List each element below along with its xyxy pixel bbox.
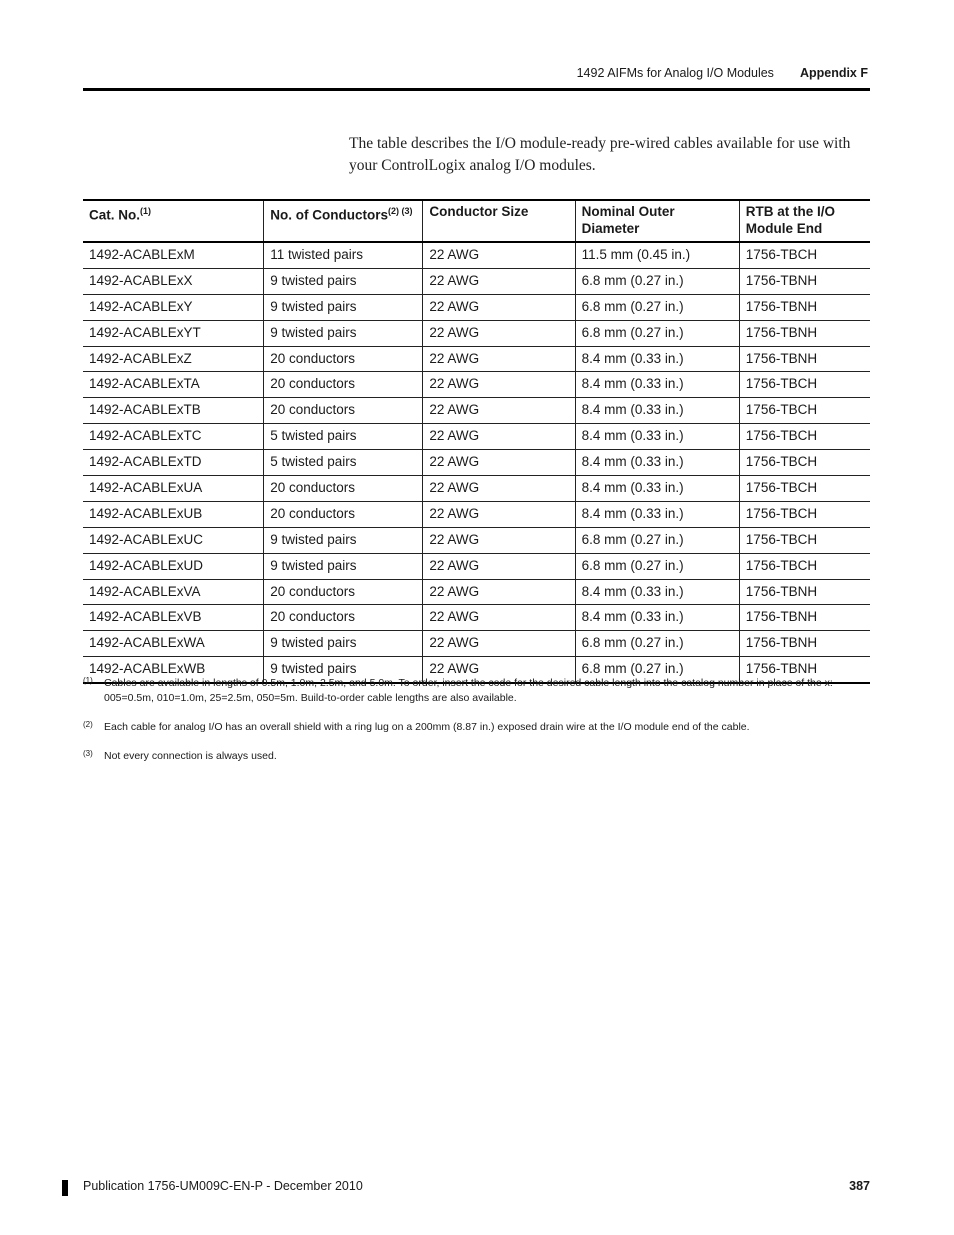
cell-rtb: 1756-TBCH — [739, 398, 870, 424]
cell-conductor-size: 22 AWG — [423, 631, 575, 657]
cell-cat-no: 1492-ACABLExYT — [83, 320, 264, 346]
cell-rtb: 1756-TBNH — [739, 579, 870, 605]
table-header-row — [83, 200, 870, 242]
footnote-mark: (1) — [83, 676, 93, 685]
cell-conductors: 5 twisted pairs — [264, 424, 423, 450]
cell-rtb: 1756-TBNH — [739, 294, 870, 320]
cell-conductor-size: 22 AWG — [423, 476, 575, 502]
header-cat-no: Cat. No.$^{(1)}$ — [83, 200, 264, 242]
cell-rtb: 1756-TBNH — [739, 268, 870, 294]
footnote-mark: (3) — [83, 749, 93, 758]
header-conductor-size: Conductor Size — [423, 200, 575, 242]
cell-conductors: 20 conductors — [264, 398, 423, 424]
cable-table — [83, 199, 870, 684]
cell-conductor-size: 22 AWG — [423, 527, 575, 553]
cell-conductors: 9 twisted pairs — [264, 527, 423, 553]
cell-conductors: 9 twisted pairs — [264, 320, 423, 346]
cell-conductors: 9 twisted pairs — [264, 294, 423, 320]
cell-conductor-size: 22 AWG — [423, 398, 575, 424]
cell-rtb: 1756-TBCH — [739, 501, 870, 527]
table-row — [83, 501, 870, 527]
cell-conductor-size: 22 AWG — [423, 294, 575, 320]
cell-rtb: 1756-TBCH — [739, 450, 870, 476]
cell-cat-no: 1492-ACABLExZ — [83, 346, 264, 372]
cell-rtb: 1756-TBCH — [739, 372, 870, 398]
cell-conductors: 20 conductors — [264, 346, 423, 372]
footer-bar — [62, 1180, 68, 1196]
table-row — [83, 268, 870, 294]
cell-rtb: 1756-TBCH — [739, 424, 870, 450]
cell-conductors: 20 conductors — [264, 579, 423, 605]
cell-rtb: 1756-TBNH — [739, 605, 870, 631]
footnote — [83, 719, 870, 735]
cell-diameter: 8.4 mm (0.33 in.) — [575, 346, 739, 372]
page-footer — [62, 1176, 870, 1196]
header-conductors: No. of Conductors$^{(2) (3)}$ — [264, 200, 423, 242]
table-row — [83, 553, 870, 579]
cell-cat-no: 1492-ACABLExTC — [83, 424, 264, 450]
intro-paragraph: The table describes the I/O module-ready pre-wired cables available for use with your ControlLogix analog I/O modules. — [349, 135, 851, 174]
header-rtb: RTB at the I/O Module End — [739, 200, 870, 242]
cell-diameter: 8.4 mm (0.33 in.) — [575, 476, 739, 502]
header-diameter: Nominal Outer Diameter — [575, 200, 739, 242]
cell-conductors: 9 twisted pairs — [264, 631, 423, 657]
cell-conductors: 5 twisted pairs — [264, 450, 423, 476]
chapter-title: 1492 AIFMs for Analog I/O Modules — [576, 66, 774, 80]
cell-cat-no: 1492-ACABLExUC — [83, 527, 264, 553]
cell-conductors: 20 conductors — [264, 476, 423, 502]
table-row — [83, 346, 870, 372]
cell-conductor-size: 22 AWG — [423, 605, 575, 631]
cell-diameter: 6.8 mm (0.27 in.) — [575, 657, 739, 683]
cell-conductors: 9 twisted pairs — [264, 553, 423, 579]
cell-diameter: 11.5 mm (0.45 in.) — [575, 242, 739, 268]
cell-cat-no: 1492-ACABLExTB — [83, 398, 264, 424]
cell-rtb: 1756-TBCH — [739, 527, 870, 553]
footnote-text: Cables are available in lengths of 0.5m, 1.0m, 2.5m, and 5.0m. To order, insert the code for the desired cable length into the catalog number in place of the x: 005=0.5m, 010=1.0m, 25=2.5m, 050=5m. Build-to-order cable lengths are also available. — [104, 677, 833, 704]
cell-conductor-size: 22 AWG — [423, 579, 575, 605]
page-number: 387 — [849, 1179, 870, 1193]
cell-diameter: 8.4 mm (0.33 in.) — [575, 398, 739, 424]
cell-conductor-size: 22 AWG — [423, 242, 575, 268]
cell-conductor-size: 22 AWG — [423, 372, 575, 398]
cell-conductor-size: 22 AWG — [423, 450, 575, 476]
cell-cat-no: 1492-ACABLExX — [83, 268, 264, 294]
cell-conductor-size: 22 AWG — [423, 553, 575, 579]
footnote-ref-1: (1) — [140, 206, 152, 216]
header-rule — [83, 88, 870, 91]
cell-diameter: 6.8 mm (0.27 in.) — [575, 553, 739, 579]
cell-conductor-size: 22 AWG — [423, 320, 575, 346]
table-row — [83, 579, 870, 605]
footnote-ref-2-3: (2) (3) — [387, 206, 413, 216]
cell-conductor-size: 22 AWG — [423, 501, 575, 527]
footnotes — [83, 675, 870, 777]
publication-number: Publication 1756-UM009C-EN-P - December 2010 — [83, 1179, 363, 1193]
footnote-text: Not every connection is always used. — [104, 750, 277, 762]
cell-cat-no: 1492-ACABLExVA — [83, 579, 264, 605]
appendix-label: Appendix F — [799, 66, 868, 80]
cell-conductor-size: 22 AWG — [423, 346, 575, 372]
table-row — [83, 476, 870, 502]
cell-diameter: 6.8 mm (0.27 in.) — [575, 268, 739, 294]
cell-rtb: 1756-TBNH — [739, 631, 870, 657]
cell-diameter: 6.8 mm (0.27 in.) — [575, 320, 739, 346]
table-row — [83, 320, 870, 346]
cell-diameter: 8.4 mm (0.33 in.) — [575, 372, 739, 398]
cell-rtb: 1756-TBCH — [739, 553, 870, 579]
cell-diameter: 8.4 mm (0.33 in.) — [575, 424, 739, 450]
cell-cat-no: 1492-ACABLExUA — [83, 476, 264, 502]
cell-cat-no: 1492-ACABLExUB — [83, 501, 264, 527]
cell-cat-no: 1492-ACABLExTD — [83, 450, 264, 476]
cell-rtb: 1756-TBCH — [739, 242, 870, 268]
table-row — [83, 527, 870, 553]
table-row — [83, 631, 870, 657]
cell-diameter: 8.4 mm (0.33 in.) — [575, 605, 739, 631]
table-row — [83, 605, 870, 631]
page-header — [577, 66, 868, 80]
table-row — [83, 372, 870, 398]
cell-cat-no: 1492-ACABLExY — [83, 294, 264, 320]
cell-conductors: 20 conductors — [264, 501, 423, 527]
cell-cat-no: 1492-ACABLExUD — [83, 553, 264, 579]
table-row — [83, 424, 870, 450]
cell-rtb: 1756-TBNH — [739, 320, 870, 346]
cell-rtb: 1756-TBCH — [739, 476, 870, 502]
cell-diameter: 8.4 mm (0.33 in.) — [575, 501, 739, 527]
cell-rtb: 1756-TBNH — [739, 346, 870, 372]
table-row — [83, 398, 870, 424]
cell-cat-no: 1492-ACABLExM — [83, 242, 264, 268]
cell-diameter: 6.8 mm (0.27 in.) — [575, 294, 739, 320]
cell-conductor-size: 22 AWG — [423, 268, 575, 294]
footnote — [83, 675, 870, 706]
cell-conductors: 20 conductors — [264, 372, 423, 398]
cell-cat-no: 1492-ACABLExVB — [83, 605, 264, 631]
cell-conductors: 9 twisted pairs — [264, 657, 423, 683]
cell-conductors: 11 twisted pairs — [264, 242, 423, 268]
cell-conductors: 20 conductors — [264, 605, 423, 631]
footnote-text: Each cable for analog I/O has an overall shield with a ring lug on a 200mm (8.87 in.) exposed drain wire at the I/O module end of the cable. — [104, 721, 750, 733]
cell-diameter: 8.4 mm (0.33 in.) — [575, 579, 739, 605]
cell-rtb: 1756-TBNH — [739, 657, 870, 683]
cell-cat-no: 1492-ACABLExWB — [83, 657, 264, 683]
footnote-mark: (2) — [83, 720, 93, 729]
table-body — [83, 242, 870, 683]
cell-conductor-size: 22 AWG — [423, 424, 575, 450]
table-row — [83, 294, 870, 320]
cell-conductors: 9 twisted pairs — [264, 268, 423, 294]
cell-cat-no: 1492-ACABLExTA — [83, 372, 264, 398]
cell-cat-no: 1492-ACABLExWA — [83, 631, 264, 657]
table-row — [83, 242, 870, 268]
cell-conductor-size: 22 AWG — [423, 657, 575, 683]
table-row — [83, 450, 870, 476]
cell-diameter: 6.8 mm (0.27 in.) — [575, 631, 739, 657]
footnote — [83, 748, 870, 764]
cell-diameter: 6.8 mm (0.27 in.) — [575, 527, 739, 553]
cell-diameter: 8.4 mm (0.33 in.) — [575, 450, 739, 476]
